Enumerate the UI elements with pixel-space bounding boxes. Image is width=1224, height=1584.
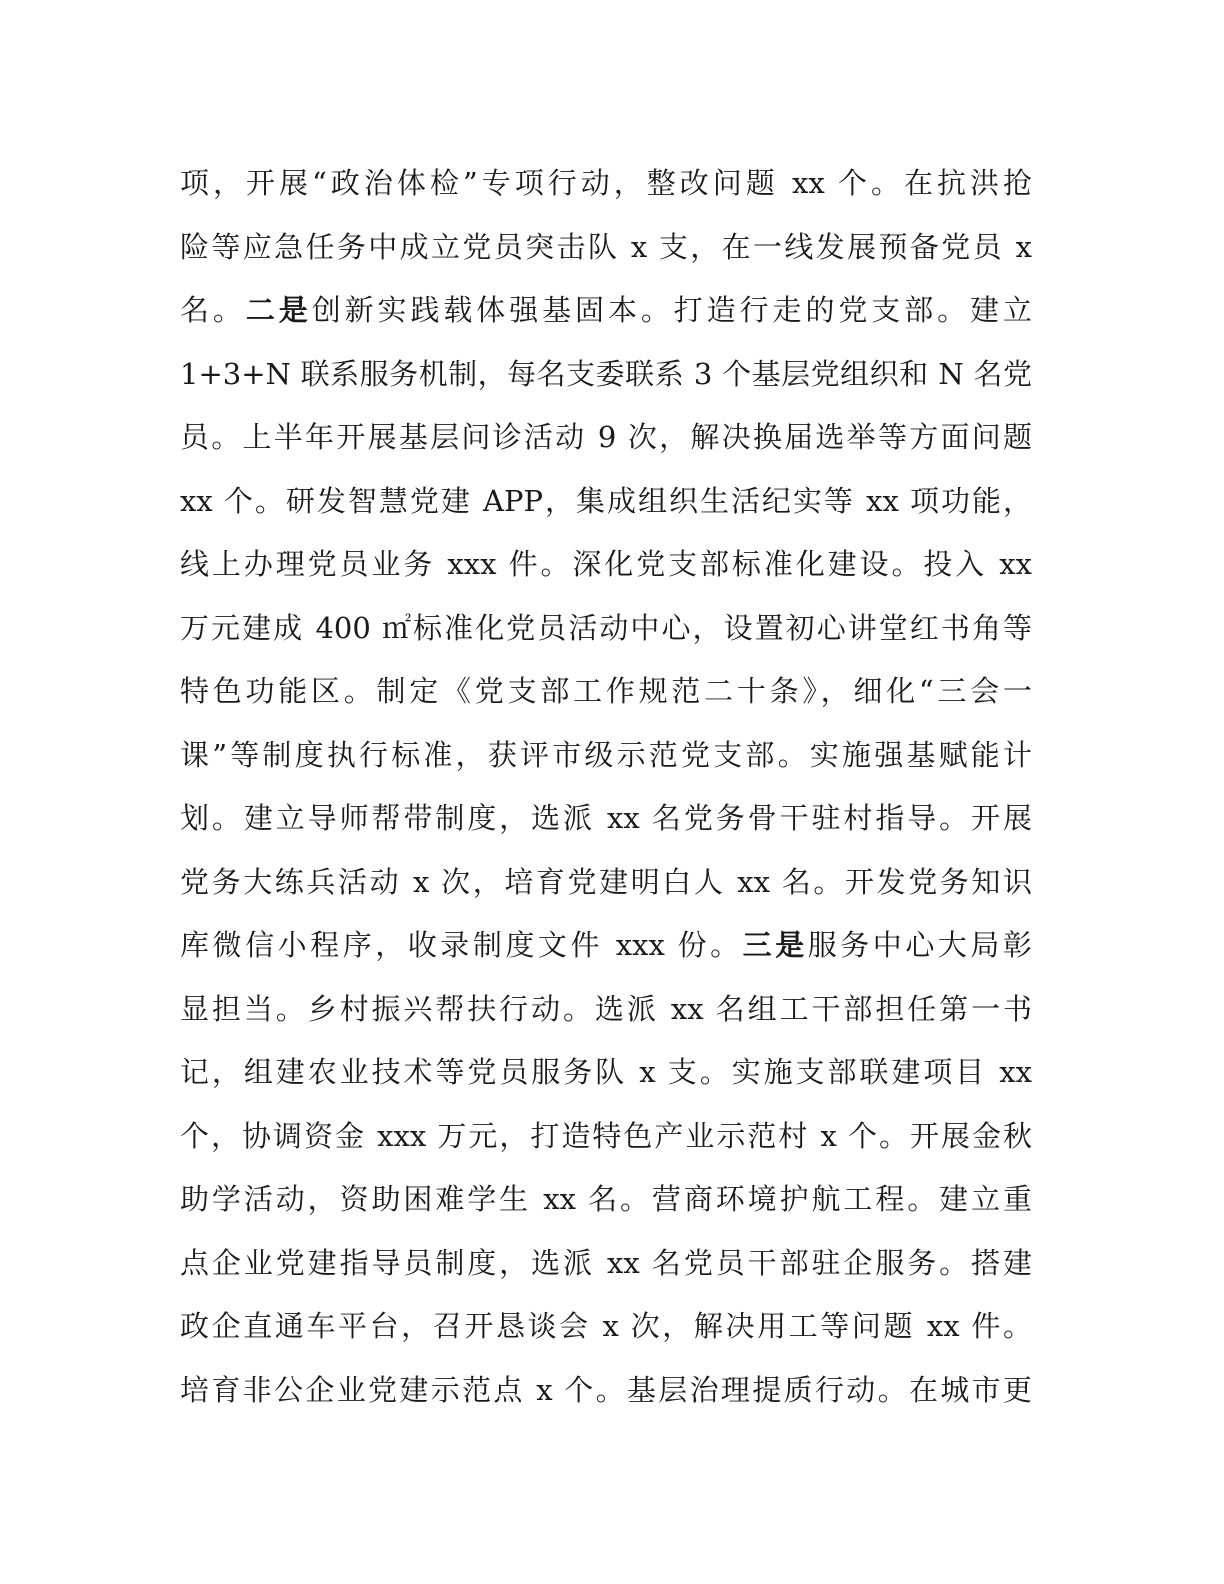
text-line: 显担当。乡村振兴帮扶行动。选派 xx 名组工干部担任第一书 — [180, 991, 1032, 1026]
text-line: 项，开展“政治体检”专项行动，整改问题 xx 个。在抗洪抢 — [180, 166, 1032, 200]
text-segment: 创新实践载体强基固本。打造行走的党支部。建立 — [311, 293, 1032, 327]
text-line: 线上办理党员业务 xxx 件。深化党支部标准化建设。投入 xx — [180, 547, 1032, 581]
bold-heading-marker: 三是 — [742, 928, 808, 962]
text-line — [180, 914, 1032, 978]
text-line: xx 个。研发智慧党建 APP，集成组织生活纪实等 xx 项功能， — [180, 483, 1032, 518]
body-text — [180, 152, 1032, 1422]
text-line: 1+3+N 联系服务机制，每名支委联系 3 个基层党组织和 N 名党 — [180, 356, 1032, 391]
text-segment: 名。 — [180, 293, 246, 327]
text-line: 特色功能区。制定《党支部工作规范二十条》，细化“三会一 — [180, 674, 1032, 708]
bold-heading-marker: 二是 — [245, 293, 312, 327]
text-line: 员。上半年开展基层问诊活动 9 次，解决换届选举等方面问题 — [180, 420, 1032, 454]
text-line: 助学活动，资助困难学生 xx 名。营商环境护航工程。建立重 — [180, 1182, 1032, 1216]
text-line: 个，协调资金 xxx 万元，打造特色产业示范村 x 个。开展金秋 — [180, 1118, 1032, 1153]
text-line — [180, 279, 1032, 343]
text-segment: 服务中心大局彰 — [807, 928, 1032, 962]
text-line: 万元建成 400 ㎡标准化党员活动中心，设置初心讲堂红书角等 — [180, 610, 1032, 645]
text-line: 险等应急任务中成立党员突击队 x 支，在一线发展预备党员 x — [180, 229, 1032, 264]
text-line: 课”等制度执行标准，获评市级示范党支部。实施强基赋能计 — [180, 737, 1032, 772]
text-segment: 库微信小程序，收录制度文件 xxx 份。 — [180, 928, 743, 962]
text-line: 党务大练兵活动 x 次，培育党建明白人 xx 名。开发党务知识 — [180, 864, 1032, 899]
text-line: 记，组建农业技术等党员服务队 x 支。实施支部联建项目 xx — [180, 1055, 1032, 1089]
text-line: 培育非公企业党建示范点 x 个。基层治理提质行动。在城市更 — [180, 1372, 1032, 1407]
text-line: 点企业党建指导员制度，选派 xx 名党员干部驻企服务。搭建 — [180, 1245, 1032, 1280]
text-line: 政企直通车平台，召开恳谈会 x 次，解决用工等问题 xx 件。 — [180, 1309, 1032, 1343]
text-line: 划。建立导师帮带制度，选派 xx 名党务骨干驻村指导。开展 — [180, 801, 1032, 835]
